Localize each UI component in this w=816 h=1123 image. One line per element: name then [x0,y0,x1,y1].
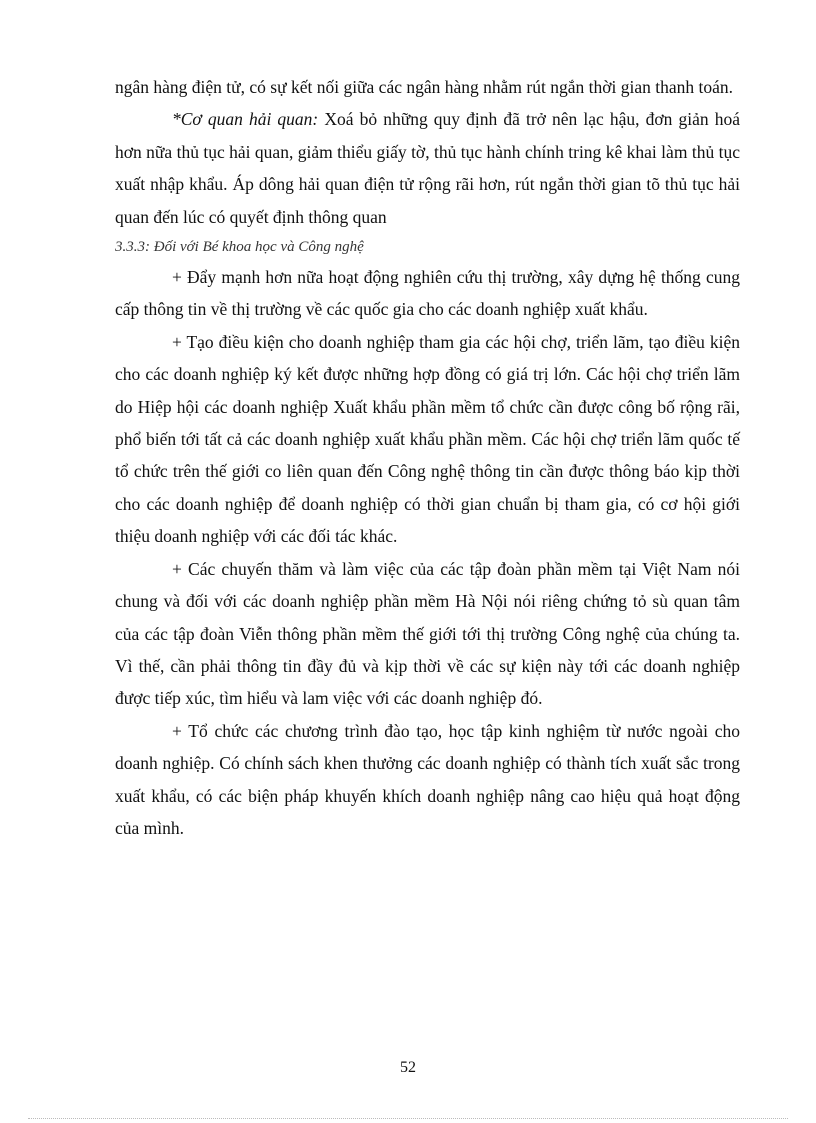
paragraph-training: + Tổ chức các chương trình đào tạo, học tập kinh nghiệm từ nước ngoài cho doanh nghiệp. Có chính sách khen thưởng các doanh nghiệp có thành tích xuất sắc trong xuất khẩu, có các biện pháp khuyến khích doanh nghiệp nâng cao hiệu quả hoạt động của mình. [115,720,740,838]
paragraph-visits: + Các chuyến thăm và làm việc của các tập đoàn phần mềm tại Việt Nam nói chung và đối với các doanh nghiệp phần mềm Hà Nội nói riêng chứng tỏ sù quan tâm của các tập đoàn Viễn thông phần mềm thế giới tới thị trường Công nghệ của chúng ta. Vì thế, cần phải thông tin đầy đủ và kịp thời về các sự kiện này tới các doanh nghiệp được tiếp xúc, tìm hiểu và lam việc với các doanh nghiệp đó. [115,558,740,709]
paragraph-continuation: ngân hàng điện tử, có sự kết nối giữa các ngân hàng nhằm rút ngắn thời gian thanh toán. [115,77,733,97]
paragraph-customs [115,103,740,233]
customs-label: *Cơ quan hải quan: [172,109,319,130]
document-body [115,71,740,844]
page-bottom-border [28,1118,788,1119]
paragraph-market-research: + Đẩy mạnh hơn nữa hoạt động nghiên cứu thị trường, xây dựng hệ thống cung cấp thông tin về thị trường về các quốc gia cho các doanh nghiệp xuất khẩu. [115,267,740,320]
customs-text: Xoá bỏ những quy định đã trở nên lạc hậu, đơn giản hoá hơn nữa thủ tục hải quan, giảm thiểu giấy tờ, thủ tục hành chính tring kê khai làm thủ tục xuất nhập khẩu. Áp dông hải quan điện tử rộng rãi hơn, rút ngắn thời gian tõ thủ tục hải quan đến lúc có quyết định thông quan [115,109,741,227]
paragraph-trade-fairs: + Tạo điều kiện cho doanh nghiệp tham gia các hội chợ, triển lãm, tạo điều kiện cho các doanh nghiệp ký kết được những hợp đồng có giá trị lớn. Các hội chợ triển lãm do Hiệp hội các doanh nghiệp Xuất khẩu phần mềm tổ chức cần được công bố rộng rãi, phổ biến tới tất cả các doanh nghiệp xuất khẩu phần mềm. Các hội chợ triển lãm quốc tế tổ chức trên thế giới co liên quan đến Công nghệ thông tin cần được thông báo kịp thời cho các doanh nghiệp để doanh nghiệp có thời gian chuẩn bị tham gia, có cơ hội giới thiệu doanh nghiệp với các đối tác khác. [115,331,740,547]
section-heading: 3.3.3: Đối với Bé khoa học và Công nghệ [115,239,364,256]
page-number: 52 [400,1059,416,1076]
